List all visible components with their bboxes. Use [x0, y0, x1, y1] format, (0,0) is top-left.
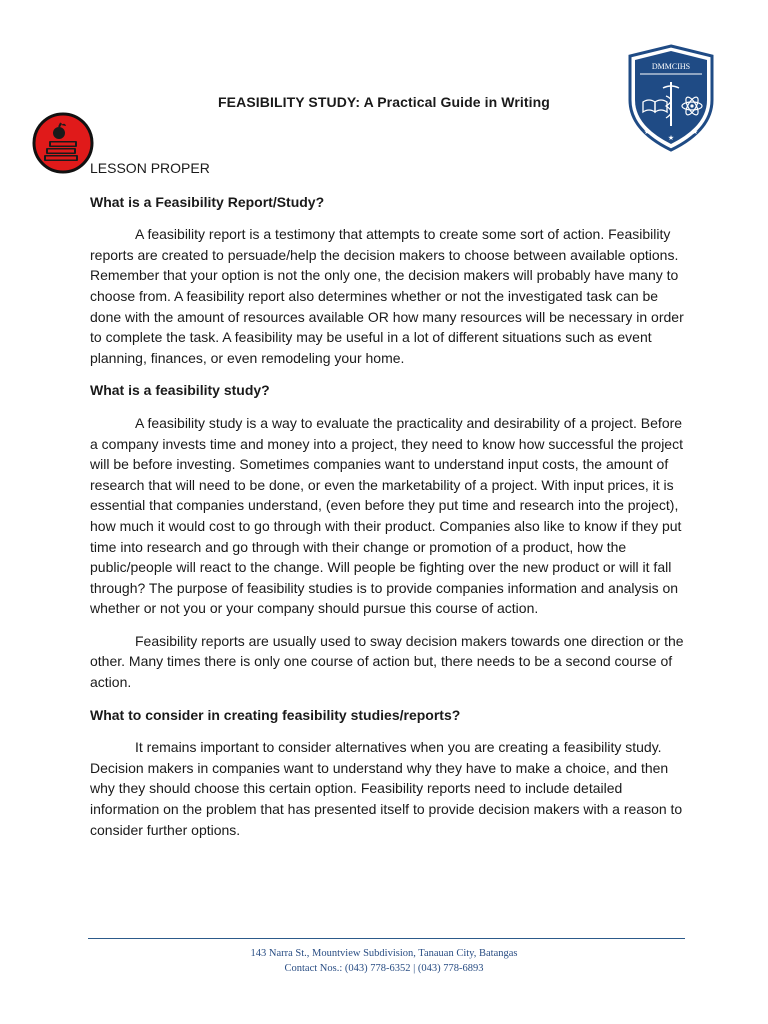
- section-heading: What to consider in creating feasibility studies/reports?: [90, 706, 461, 723]
- paragraph: Feasibility reports are usually used to sway decision makers towards one direction or the other. Many times there is only one course of action but, there needs to be a second course of action.: [90, 632, 684, 691]
- paragraph: A feasibility report is a testimony that attempts to create some sort of action. Feasibility reports are created to persuade/help the decision makers to choose between available options. Remember that your option is not the only one, the decision makers will probably have many to choose from. A feasibility report also determines whether or not the investigated task can be done with the amount of resources available OR how many resources will be necessary in order to complete the task. A feasibility may be useful in a lot of different situations such as event planning, finances, or even remodeling your home.: [90, 226, 684, 366]
- footer: [0, 946, 768, 976]
- svg-text:★: ★: [691, 128, 699, 136]
- document-body: [90, 158, 686, 852]
- paragraph: It remains important to consider alternatives when you are creating a feasibility study. Decision makers in companies want to understand why they have to make a choice, and then why they should choose this certain option. Feasibility reports need to include detailed information on the problem that has presented itself to provide decision makers with a reason to consider further options.: [90, 739, 683, 838]
- section-heading: What is a feasibility study?: [90, 382, 270, 399]
- svg-text:★: ★: [643, 128, 651, 136]
- paragraph: A feasibility study is a way to evaluate the practicality and desirability of a project. Before a company invests time and money into a project, they need to know how successful the project will be before investing. Sometimes companies want to understand input costs, the amount of research that will need to be done, or even the marketability of a project. With input prices, it is essential that companies understand, (even before they put time and research into the project), how much it would cost to go through with their product. Companies also like to know if they put time into research and go through with their change or promotion of a product, how the public/people will react to the change. Will people be fighting over the new product or will it fall through? The purpose of feasibility studies is to provide companies information and analysis on whether or not you or your company should pursue this course of action.: [90, 414, 683, 617]
- section-heading: What is a Feasibility Report/Study?: [90, 193, 325, 210]
- crest-text: DMMCIHS: [651, 62, 691, 71]
- footer-address: 143 Narra St., Mountview Subdivision, Tanauan City, Batangas: [250, 948, 518, 959]
- footer-divider: [88, 938, 685, 939]
- document-title: FEASIBILITY STUDY: A Practical Guide in Writing: [218, 94, 550, 110]
- lesson-label: LESSON PROPER: [90, 160, 210, 176]
- books-logo-icon: [32, 112, 94, 174]
- school-crest-icon: [626, 44, 716, 152]
- footer-contact: Contact Nos.: (043) 778-6352 | (043) 778-6893: [284, 963, 484, 974]
- svg-text:★: ★: [667, 134, 675, 142]
